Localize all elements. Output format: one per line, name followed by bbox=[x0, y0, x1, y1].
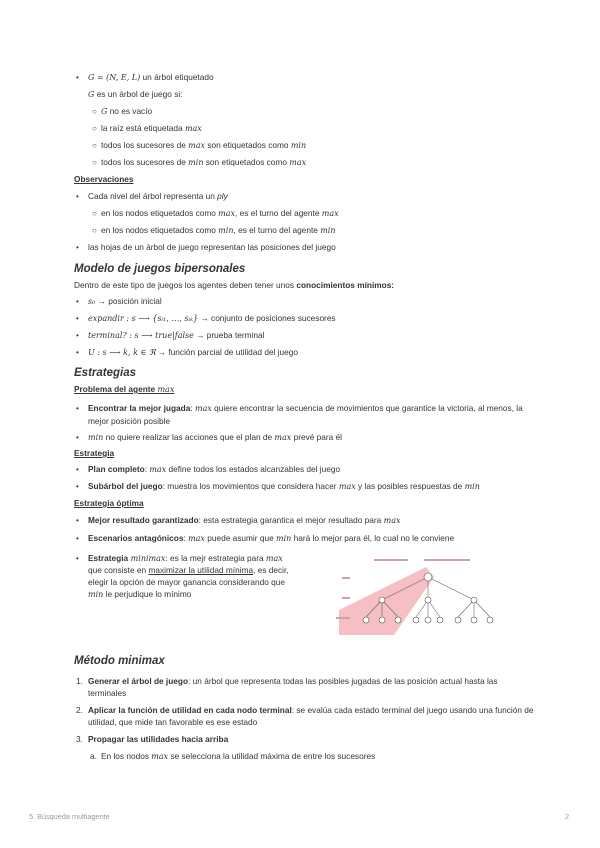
leaf-node bbox=[413, 617, 419, 623]
footer-left: 5. Búsqueda multiagente bbox=[29, 812, 110, 821]
circle-bullet: ○ bbox=[92, 107, 97, 116]
minimax-line-4 bbox=[88, 589, 191, 600]
text: En los nodos bbox=[101, 751, 152, 761]
leaf-node bbox=[471, 617, 477, 623]
game-tree-figure bbox=[334, 555, 506, 635]
math: G = (N, E, L) bbox=[88, 73, 141, 82]
bold-text: Encontrar la mejor jugada bbox=[88, 403, 191, 413]
leaf-node bbox=[455, 617, 461, 623]
math: min bbox=[188, 158, 204, 167]
tree-node bbox=[425, 597, 431, 603]
text: en los nodos etiquetados como bbox=[101, 225, 219, 235]
best-line bbox=[88, 515, 400, 526]
bullet: • bbox=[76, 297, 79, 306]
text: Dentro de este tipo de juegos los agentes deben tener unos bbox=[74, 280, 297, 290]
text: → conjunto de posiciones sucesores bbox=[198, 313, 336, 323]
bold-text: Aplicar la función de utilidad en cada nodo terminal bbox=[88, 705, 292, 715]
antagonic-line bbox=[88, 533, 454, 544]
condition-item bbox=[101, 106, 152, 117]
text: todos los sucesores de bbox=[101, 157, 189, 167]
math: G bbox=[88, 90, 95, 99]
leaf-node bbox=[425, 617, 431, 623]
math: max bbox=[188, 141, 206, 150]
definition-line bbox=[88, 72, 214, 83]
text: , es decir, bbox=[253, 565, 289, 575]
step-line-1 bbox=[88, 676, 498, 687]
math: max bbox=[383, 516, 401, 525]
bullet: • bbox=[76, 433, 79, 442]
bold-text: Generar el árbol de juego bbox=[88, 676, 189, 686]
circle-bullet: ○ bbox=[92, 226, 97, 235]
optimal-heading: Estrategia óptima bbox=[74, 498, 144, 508]
model-item bbox=[88, 296, 162, 307]
model-item bbox=[88, 313, 336, 324]
text: : bbox=[190, 403, 195, 413]
text: son etiquetados como bbox=[205, 140, 291, 150]
level-mark bbox=[342, 577, 350, 579]
math: max bbox=[149, 465, 167, 474]
bold-text: Escenarios antagónicos bbox=[88, 533, 184, 543]
text: Problema del agente bbox=[74, 384, 158, 394]
minimax-line-3: elegir la opción de mayor ganancia considerando que bbox=[88, 577, 285, 587]
caption-mark bbox=[424, 559, 470, 561]
substep-line bbox=[101, 751, 375, 762]
text: puede asumir que bbox=[204, 533, 276, 543]
observations-heading: Observaciones bbox=[74, 174, 134, 184]
bullet: • bbox=[76, 243, 79, 252]
text: → función parcial de utilidad del juego bbox=[155, 347, 299, 357]
text: : es la mejr estrategia para bbox=[165, 553, 266, 563]
math: s₀ bbox=[88, 297, 96, 306]
math: minimax bbox=[128, 554, 166, 563]
bullet: • bbox=[76, 534, 79, 543]
model-item bbox=[88, 330, 264, 341]
text: : esta estrategia garantica el mejor resultado para bbox=[198, 515, 384, 525]
math: max bbox=[184, 124, 202, 133]
text: : bbox=[183, 533, 189, 543]
condition-item bbox=[101, 157, 306, 168]
math: min bbox=[88, 590, 104, 599]
math: min bbox=[464, 482, 480, 491]
leaf-node bbox=[395, 617, 401, 623]
leaf-node bbox=[363, 617, 369, 623]
observation-sub-item bbox=[101, 208, 339, 219]
text: son etiquetados como bbox=[203, 157, 290, 167]
text: un árbol etiquetado bbox=[140, 72, 214, 82]
tree-node bbox=[379, 597, 385, 603]
step-line-1 bbox=[88, 705, 533, 716]
leaf-node bbox=[487, 617, 493, 623]
text: Cada nivel del árbol representa un bbox=[88, 191, 218, 201]
problem-heading bbox=[74, 384, 174, 395]
math: min bbox=[320, 226, 336, 235]
bullet: • bbox=[76, 404, 79, 413]
method-title: Método minimax bbox=[74, 655, 165, 667]
observation-sub-item bbox=[101, 225, 335, 236]
text: quiere encontrar la secuencia de movimientos que garantice la victoria, al menos, la bbox=[211, 403, 523, 413]
math: max bbox=[188, 534, 205, 543]
strategy-heading: Estrategia bbox=[74, 448, 115, 458]
min-line bbox=[88, 432, 342, 443]
page-number: 2 bbox=[565, 812, 570, 821]
model-intro bbox=[74, 280, 394, 291]
text: → prueba terminal bbox=[193, 330, 265, 340]
bullet: • bbox=[76, 331, 79, 340]
text: todos los sucesores de bbox=[101, 140, 189, 150]
math: terminal? : s ⟶ true|false bbox=[88, 331, 194, 340]
math: min bbox=[218, 226, 234, 235]
bold-text: Subárbol del juego bbox=[88, 481, 163, 491]
step-number: 1. bbox=[76, 676, 83, 686]
leaf-node bbox=[379, 617, 385, 623]
tree-node bbox=[471, 597, 477, 603]
subtree-line bbox=[88, 481, 480, 492]
step-line-2: terminales bbox=[88, 688, 127, 698]
text: en los nodos etiquetados como bbox=[101, 208, 219, 218]
strategies-title: Estrategias bbox=[74, 367, 137, 379]
math: G bbox=[101, 107, 108, 116]
text: la raíz está etiquetada bbox=[101, 123, 185, 133]
find-line-2: mejor posición posible bbox=[88, 416, 171, 426]
text: se selecciona la utilidad máxima de entre los sucesores bbox=[168, 751, 376, 761]
text: le perjudique lo mínimo bbox=[103, 589, 192, 599]
underlined-text: maximizar la utilidad mínima bbox=[148, 565, 254, 575]
math: expandir : s ⟶ {sᵢ₁, …, sᵢₖ} bbox=[88, 314, 199, 323]
math: min bbox=[88, 433, 104, 442]
text: no quiere realizar las acciones que el plan de bbox=[103, 432, 275, 442]
text: , es el turno del agente bbox=[235, 208, 322, 218]
bullet: • bbox=[76, 348, 79, 357]
level-mark bbox=[342, 597, 350, 599]
leaf-node bbox=[437, 617, 443, 623]
bold-text: Propagar las utilidades hacia arriba bbox=[88, 734, 229, 744]
text: es un árbol de juego si: bbox=[94, 89, 183, 99]
level-mark bbox=[336, 617, 350, 619]
math: max bbox=[218, 209, 236, 218]
circle-bullet: ○ bbox=[92, 209, 97, 218]
substep-letter: a. bbox=[90, 751, 97, 761]
highlighted-subtree bbox=[339, 567, 434, 635]
text: : muestra los movimientos que considera hacer bbox=[162, 481, 339, 491]
bullet: • bbox=[76, 314, 79, 323]
text: define todos los estados alcanzables del juego bbox=[166, 464, 341, 474]
bullet: • bbox=[76, 554, 79, 563]
math: max bbox=[265, 554, 283, 563]
bold-text: Plan completo bbox=[88, 464, 145, 474]
ply-word: ply bbox=[217, 191, 228, 201]
text: prevé para él bbox=[291, 432, 343, 442]
step-number: 3. bbox=[76, 734, 83, 744]
bullet: • bbox=[76, 73, 79, 82]
bullet: • bbox=[76, 192, 79, 201]
ply-line bbox=[88, 191, 228, 202]
text: : un árbol que representa todas las posibles jugadas de las posición actual hasta las bbox=[188, 676, 498, 686]
text: no es vacío bbox=[107, 106, 153, 116]
math: min bbox=[275, 534, 292, 543]
tree-condition-line bbox=[88, 89, 183, 100]
bullet: • bbox=[76, 465, 79, 474]
text: que consiste en bbox=[88, 565, 149, 575]
model-item bbox=[88, 347, 298, 358]
leaves-line: las hojas de un árbol de juego representan las posiciones del juego bbox=[88, 242, 336, 252]
caption-mark bbox=[374, 559, 408, 561]
bullet: • bbox=[76, 516, 79, 525]
math: max bbox=[338, 482, 356, 491]
step-line-2: utilidad, que mide tan favorable es ese estado bbox=[88, 717, 258, 727]
text: : se evalúa cada estado terminal del juego usando una función de bbox=[291, 705, 534, 715]
minimax-line-1 bbox=[88, 553, 283, 564]
text: , es el turno del agente bbox=[233, 225, 321, 235]
model-title: Modelo de juegos bipersonales bbox=[74, 263, 246, 275]
plan-line bbox=[88, 464, 340, 475]
text: → posición inicial bbox=[95, 296, 162, 306]
step-number: 2. bbox=[76, 705, 83, 715]
circle-bullet: ○ bbox=[92, 158, 97, 167]
math: max bbox=[321, 209, 339, 218]
math: max bbox=[151, 752, 169, 761]
text: hará lo mejor para él, lo cual no le conviene bbox=[291, 533, 455, 543]
step-line-1 bbox=[88, 734, 228, 745]
text: y las posibles respuestas de bbox=[355, 481, 465, 491]
math: max bbox=[289, 158, 307, 167]
condition-item bbox=[101, 140, 306, 151]
math: min bbox=[290, 141, 307, 150]
circle-bullet: ○ bbox=[92, 141, 97, 150]
bullet: • bbox=[76, 482, 79, 491]
math: U : s ⟶ k, k ∈ ℜ bbox=[88, 348, 156, 357]
root-node bbox=[424, 573, 432, 581]
bold-text: conocimientos mínimos: bbox=[296, 280, 395, 290]
bold-text: Mejor resultado garantizado bbox=[88, 515, 199, 525]
math: max bbox=[157, 385, 175, 394]
text: : bbox=[144, 464, 150, 474]
bold-text: Estrategia bbox=[88, 553, 129, 563]
circle-bullet: ○ bbox=[92, 124, 97, 133]
math: max bbox=[194, 404, 212, 413]
condition-item bbox=[101, 123, 202, 134]
find-line-1 bbox=[88, 403, 523, 414]
math: max bbox=[274, 433, 292, 442]
minimax-line-2 bbox=[88, 565, 289, 576]
